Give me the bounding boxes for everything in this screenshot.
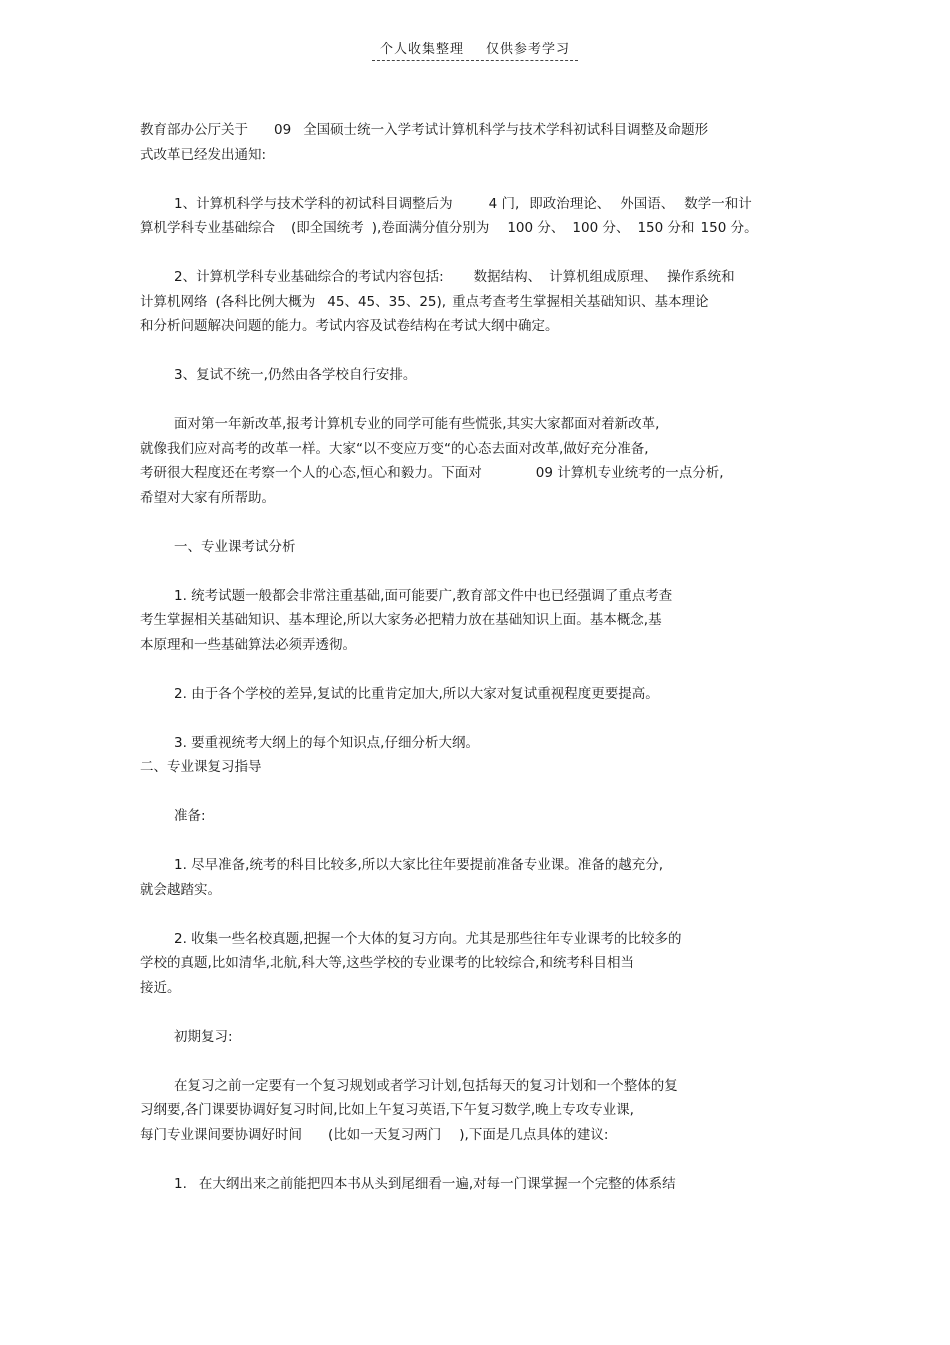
document-body	[140, 118, 820, 1221]
page-header	[0, 38, 950, 61]
paragraph-item-1: 1、计算机科学与技术学科的初试科目调整后为 4 门, 即政治理论、 外国语、 数学一和计 算机学科专业基础综合 (即全国统考 ),卷面满分值分别为 100 分、 100 分、 150 分和 150 分。	[140, 195, 758, 236]
paragraph-prep-1: 1. 尽早准备,统考的科目比较多,所以大家比往年要提前准备专业课。准备的越充分, 就会越踏实。	[140, 857, 664, 898]
subheading-early-review: 初期复习:	[174, 1028, 233, 1045]
paragraph-intro: 教育部办公厅关于 09 全国硕士统一入学考试计算机科学与技术学科初试科目调整及命题形 式改革已经发出通知:	[140, 122, 709, 163]
header-right-text: 仅供参考学习	[486, 42, 571, 57]
paragraph-reform-note: 面对第一年新改革,报考计算机专业的同学可能有些慌张,其实大家都面对着新改革, 就像我们应对高考的改革一样。大家“以不变应万变“的心态去面对改革,做好充分准备, 考研很大程度还在考察一个人的心态,恒心和毅力。下面对 09 计算机专业统考的一点分析, 希望对大家有所帮助。	[140, 416, 724, 506]
paragraph-analysis-2: 2. 由于各个学校的差异,复试的比重肯定加大,所以大家对复试重视程度更要提高。	[174, 685, 659, 702]
paragraph-item-2: 2、计算机学科专业基础综合的考试内容包括: 数据结构、 计算机组成原理、 操作系统和 计算机网络 (各科比例大概为 45、45、35、25), 重点考查考生掌握相关基础知识、基本理论 和分析问题解决问题的能力。考试内容及试卷结构在考试大纲中确定。	[140, 269, 735, 334]
paragraph-prep-2: 2. 收集一些名校真题,把握一个大体的复习方向。尤其是那些往年专业课考的比较多的 学校的真题,比如清华,北航,科大等,这些学校的专业课考的比较综合,和统考科目相当 接近。	[140, 930, 682, 996]
paragraph-item-3: 3、复试不统一,仍然由各学校自行安排。	[174, 367, 417, 383]
section-heading-2: 二、专业课复习指导	[140, 759, 262, 775]
subheading-preparation: 准备:	[174, 808, 206, 824]
paragraph-analysis-1: 1. 统考试题一般都会非常注重基础,面可能要广,教育部文件中也已经强调了重点考查 考生掌握相关基础知识、基本理论,所以大家务必把精力放在基础知识上面。基本概念,基 本原理和一些基础算法必须弄透彻。	[140, 587, 673, 653]
paragraph-review-plan: 在复习之前一定要有一个复习规划或者学习计划,包括每天的复习计划和一个整体的复 习纲要,各门课要协调好复习时间,比如上午复习英语,下午复习数学,晚上专攻专业课, 每门专业课间要协调好时间 (比如一天复习两门 ),下面是几点具体的建议:	[140, 1077, 678, 1143]
paragraph-analysis-3: 3. 要重视统考大纲上的每个知识点,仔细分析大纲。	[174, 734, 479, 751]
header-underline	[372, 38, 578, 61]
section-heading-1: 一、专业课考试分析	[174, 538, 296, 555]
header-left-text: 个人收集整理	[379, 42, 464, 57]
paragraph-review-tip-1: 1. 在大纲出来之前能把四本书从头到尾细看一遍,对每一门课掌握一个完整的体系结	[174, 1175, 676, 1192]
